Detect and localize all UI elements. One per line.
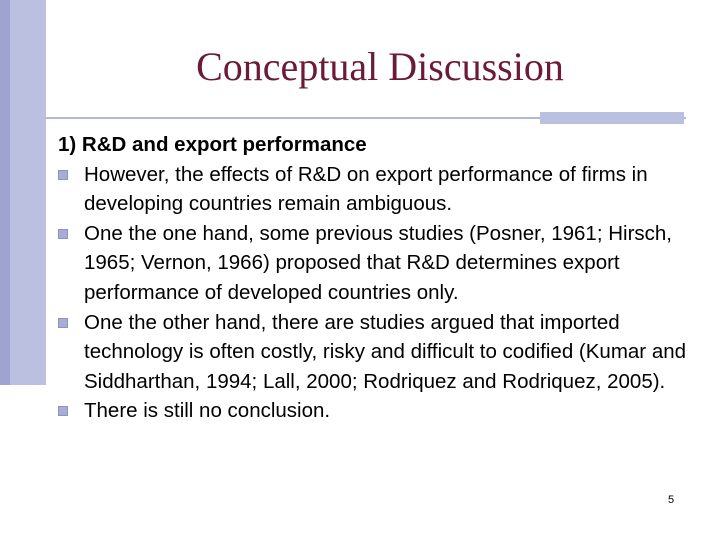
bullet-item	[58, 396, 698, 426]
title-divider-accent	[540, 112, 684, 124]
square-bullet-icon	[58, 318, 68, 328]
bullet-text: One the one hand, some previous studies (Posner, 1961; Hirsch, 1965; Vernon, 1966) proposed that R&D determines export performance of developed countries only.	[84, 221, 673, 304]
bullet-text: There is still no conclusion.	[84, 399, 331, 423]
section-heading: 1) R&D and export performance	[58, 133, 367, 156]
left-decorative-band-edge	[0, 0, 10, 385]
bullet-item	[58, 219, 698, 308]
bullet-text: However, the effects of R&D on export performance of firms in developing countries remain ambiguous.	[84, 162, 648, 216]
bullet-item	[58, 160, 698, 219]
square-bullet-icon	[58, 406, 68, 416]
bullet-item	[58, 308, 698, 397]
slide-title: Conceptual Discussion	[196, 44, 564, 89]
slide-body	[58, 130, 698, 426]
page-number: 5	[668, 494, 675, 506]
square-bullet-icon	[58, 170, 68, 180]
bullet-text: One the other hand, there are studies argued that imported technology is often costly, risky and difficult to codified (Kumar and Siddharthan, 1994; Lall, 2000; Rodriquez and Rodriquez, 2005).	[84, 310, 687, 393]
square-bullet-icon	[58, 229, 68, 239]
